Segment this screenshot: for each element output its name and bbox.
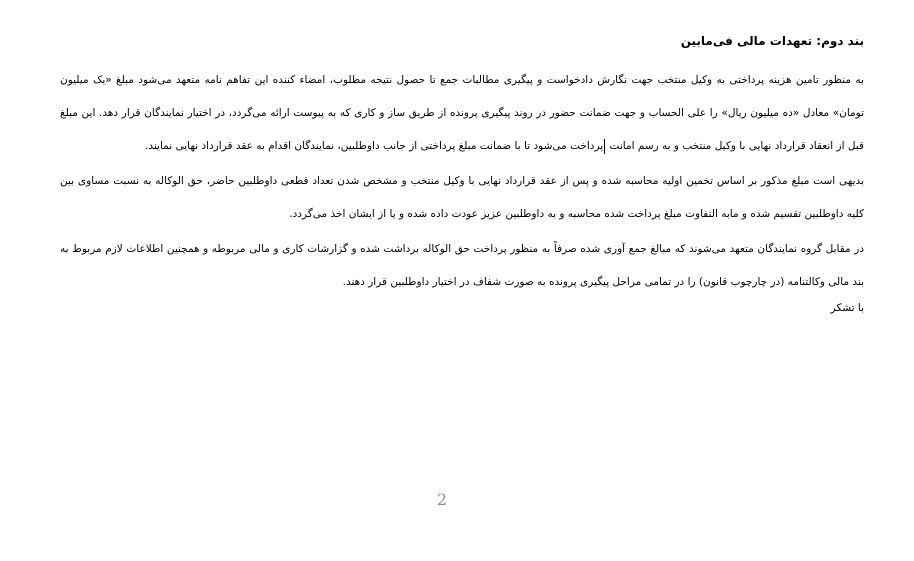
paragraph-fee-calculation[interactable]: بدیهی است مبلغ مذکور بر اساس تخمین اولیه محاسبه شده و پس از عقد قرارداد نهایی با وکیل منتخب و مشخص شدن تعداد قطعی داوطلبین حاضر، حق الوکاله به نسبت مساوی بین کلیه داوطلبین تقسیم شده و مابه التفاوت مبلغ پرداخت شده محاسبه و به داوطلبین عزیز عودت داده شده و یا از ایشان اخذ می‌گردد. (60, 175, 864, 220)
paragraph-text-before-cursor: به منظور تامین هزینه پرداختی به وکیل منتخب جهت نگارش دادخواست و پیگیری مطالبات جمع تا حصول نتیجه مطلوب، امضاء کننده این تفاهم نامه متعهد می‌شود مبلغ «یک میلیون تومان» معادل «ده میلیون ریال» را علی الحساب و جهت ضمانت حضور در روند پیگیری پرونده از طریق ساز و کاری که به پیوست ارائه می‌گردد، در اختیار نمایندگان قرار دهد. این مبلغ قبل از انعقاد قرارداد نهایی با وکیل منتخب و به رسم امانت (60, 74, 864, 152)
document-body[interactable] (60, 30, 864, 319)
closing-line: با تشکر (830, 302, 864, 314)
section-heading: بند دوم: تعهدات مالی فی‌مابین (680, 34, 864, 48)
paragraph-payment-commitment[interactable] (60, 64, 864, 163)
paragraph-representatives-commitment[interactable]: در مقابل گروه نمایندگان متعهد می‌شوند که مبالغ جمع آوری شده صرفاً به منظور پرداخت حق الوکاله برداشت شده و گزارشات کاری و مالی مربوطه و همچنین اطلاعات لازم مربوط به بند مالی وکالتنامه (در چارچوب قانون) را در تمامی مراحل پیگیری پرونده به صورت شفاف در اختیار داوطلبین قرار دهند. (60, 243, 864, 288)
page-number: 2 (436, 490, 448, 509)
paragraph-text-after-cursor: پرداخت می‌شود تا با ضمانت مبلغ پرداختی از جانب داوطلبین، نمایندگان اقدام به عقد قرارداد نهایی نمایند. (145, 140, 604, 152)
